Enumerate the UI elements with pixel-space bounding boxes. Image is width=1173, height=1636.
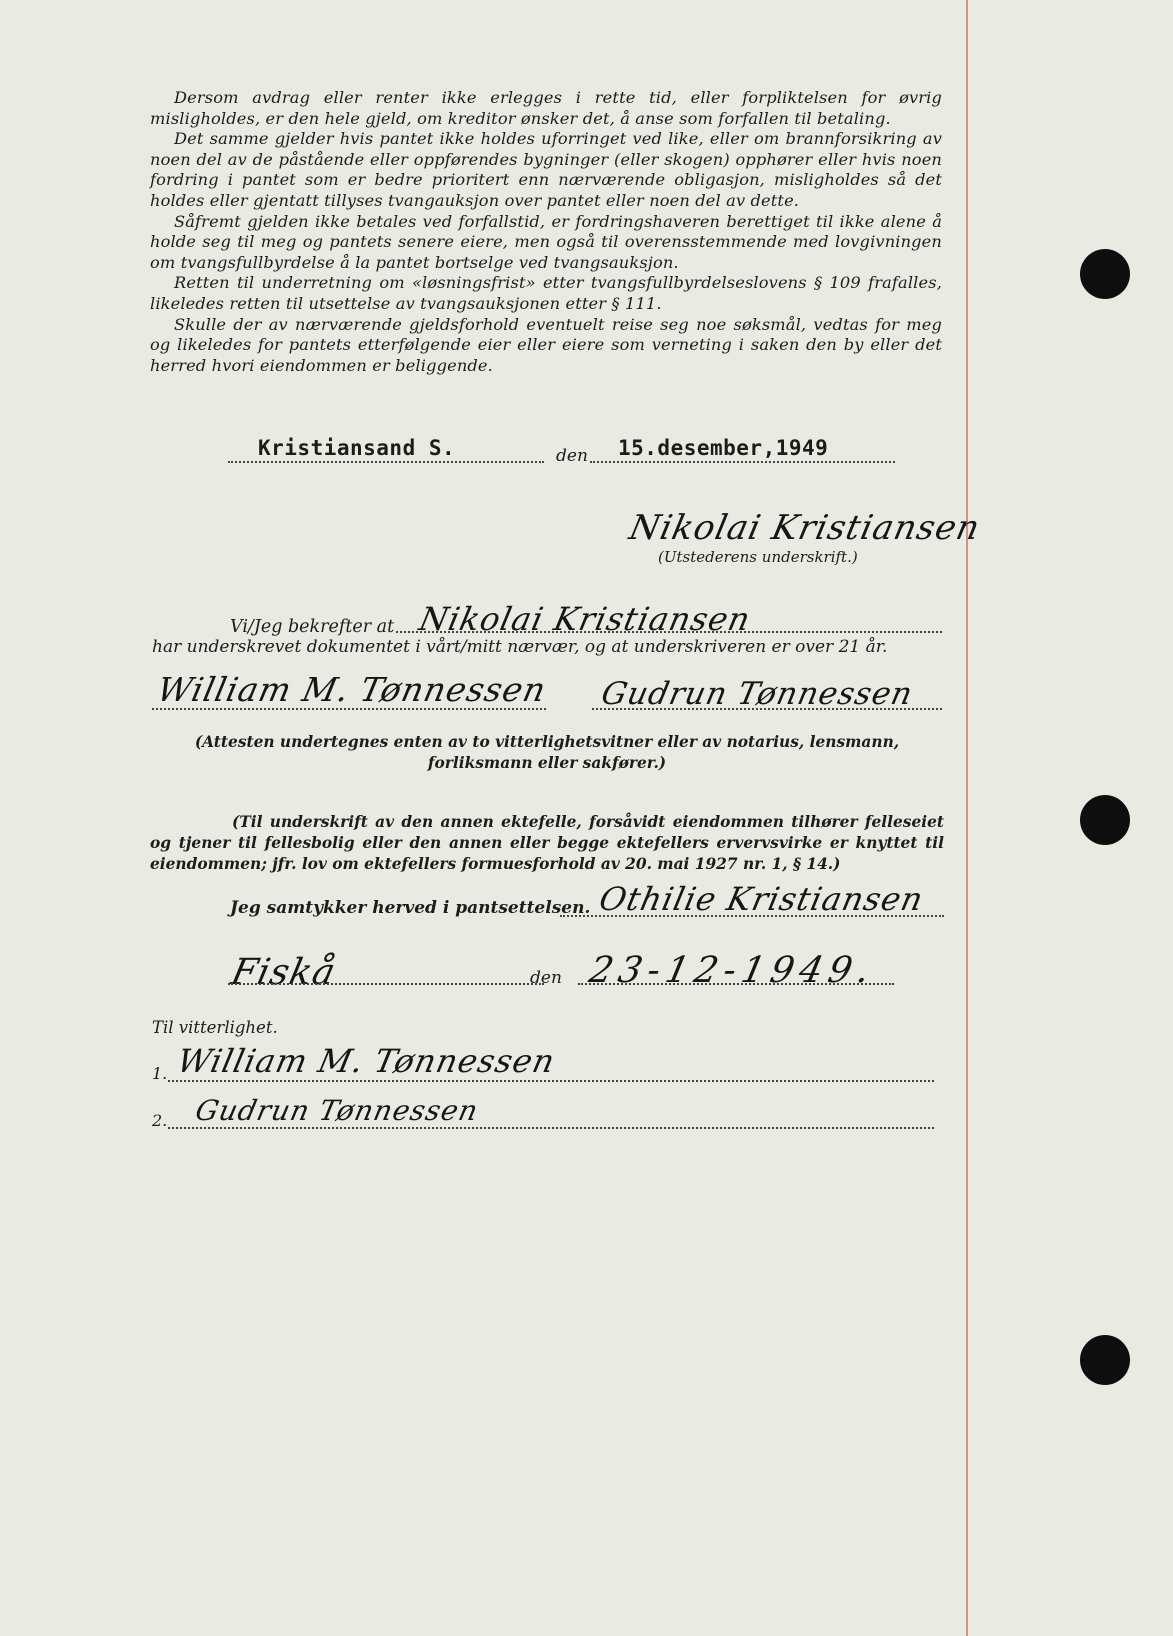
punch-hole [1080,795,1130,845]
place-typed: Kristiansand S. [258,436,456,460]
witness-signature: William M. Tønnessen [153,670,550,709]
witness-signature: Gudrun Tønnessen [192,1094,482,1127]
witness-number: 1. [152,1064,168,1083]
date-line [590,461,895,463]
date-handwritten: 23-12-1949. [585,950,880,991]
witness-line [152,708,546,710]
consent-signature: Othilie Kristiansen [595,880,928,918]
date-line [578,983,894,985]
paragraph: Skulle der av nærværende gjeldsforhold eventuelt reise seg noe søksmål, vedtas for meg og likeledes for pantets etterfølgende eier eller eiere som verneting i saken den by eller det herred hvori eiendommen er beliggende. [150,314,942,375]
den-label: den [530,968,562,988]
witness-number: 2. [152,1111,168,1130]
place-signature: Fiskå [227,952,340,993]
witness-heading: Til vitterlighet. [152,1018,278,1037]
margin-line [966,0,968,1636]
paragraph: Det samme gjelder hvis pantet ikke holdes uforringet ved like, eller om brannforsikring av noen del av de påstående eller oppførendes bygninger (eller skogen) opphører eller hvis noen fordring i pantet som er bedre prioritert enn nærværende obligasjon, misligholdes så det holdes eller gjentatt tillyses tvangauksjon over pantet eller noen del av dette. [150,129,942,210]
witness-line [592,708,942,710]
punch-hole [1080,249,1130,299]
witness-line [168,1127,934,1129]
attest-note: (Attesten undertegnes enten av to vitterlighetsvitner eller av notarius, lensmann, forliksmann eller sakfører.) [194,733,900,772]
paragraph: Retten til underretning om «løsningsfrist» etter tvangsfullbyrdelseslovens § 109 frafalles, likeledes retten til utsettelse av tvangsauksjonen etter § 111. [150,273,942,313]
place-line [228,461,544,463]
date-typed: 15.desember,1949 [618,436,829,460]
issuer-signature-caption: (Utstederens underskrift.) [658,548,858,566]
consent-line [560,915,944,917]
confirmation-prefix: Vi/Jeg bekrefter at [230,617,395,637]
name-line [396,631,942,633]
den-label: den [556,446,588,466]
consent-text: Jeg samtykker herved i pantsettelsen. [230,898,591,918]
witness-line [168,1080,934,1082]
witness-signature: William M. Tønnessen [173,1042,559,1080]
punch-hole [1080,1335,1130,1385]
issuer-signature: Nikolai Kristiansen [625,508,984,548]
confirmed-name-signature: Nikolai Kristiansen [415,600,755,638]
spouse-note: (Til underskrift av den annen ektefelle, forsåvidt eiendommen tilhører felleseiet og tjener til fellesbolig eller den annen eller begge ektefellers ervervsvirke er knyttet til eiendommen; jfr. lov om ektefellers formuesforhold av 20. mai 1927 nr. 1, § 14.) [150,813,944,873]
terms-text [150,88,942,376]
paragraph: Såfremt gjelden ikke betales ved forfallstid, er fordringshaveren berettiget til ikke alene å holde seg til meg og pantets senere eiere, men også til overensstemmende med lovgivningen om tvangsfullbyrdelse å la pantet bortselge ved tvangsauksjon. [150,211,942,272]
paragraph: Dersom avdrag eller renter ikke erlegges i rette tid, eller forpliktelsen for øvrig misligholdes, er den hele gjeld, om kreditor ønsker det, å anse som forfallen til betaling. [150,88,942,128]
witness-signature: Gudrun Tønnessen [598,676,917,712]
confirmation-text: har underskrevet dokumentet i vårt/mitt nærvær, og at underskriveren er over 21 år. [152,637,888,657]
place-line [228,983,544,985]
